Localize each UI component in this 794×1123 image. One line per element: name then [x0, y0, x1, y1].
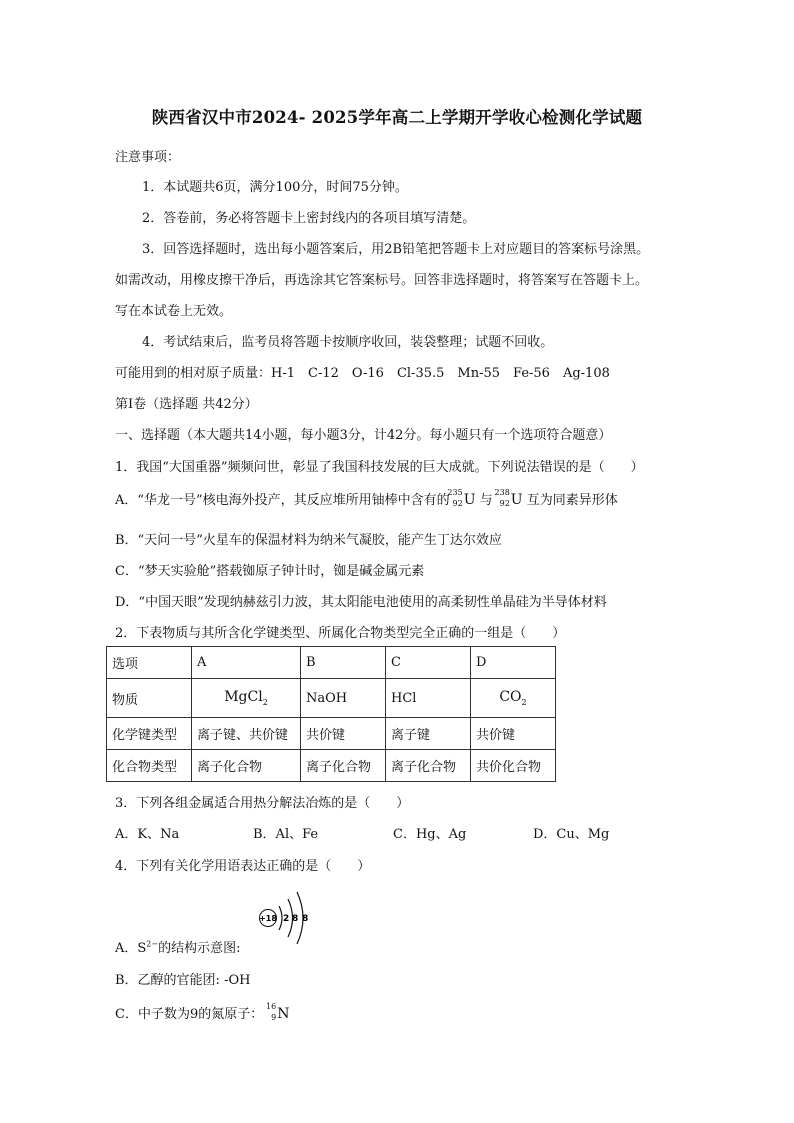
notice-item-3-cont2: 写在本试卷上无效。 — [115, 304, 233, 319]
notice-item-3-cont: 如需改动，用橡皮擦干净后，再选涂其它答案标号。回答非选择题时，将答案写在答题卡上。 — [115, 273, 649, 288]
formula-subscript: 2 — [262, 697, 268, 707]
table-cell: B — [301, 647, 386, 679]
q4-c-text: C．中子数为9的氮原子： — [115, 1007, 264, 1022]
table-cell: 离子化合物 — [386, 750, 471, 782]
nucleus-charge: +18 — [259, 914, 277, 923]
table-cell: HCl — [386, 679, 471, 718]
q4-a-text: A．S — [115, 941, 147, 956]
table-cell: 共价键 — [301, 718, 386, 750]
q1-option-a — [115, 489, 618, 508]
section-heading: 一、选择题（本大题共14小题，每小题3分，计42分。每小题只有一个选项符合题意） — [115, 428, 612, 443]
notice-heading: 注意事项： — [115, 150, 181, 165]
atom-structure-diagram — [258, 886, 318, 948]
q4-a-tail: 的结构示意图: — [158, 941, 241, 956]
table-cell: NaOH — [301, 679, 386, 718]
isotope-u238 — [494, 488, 510, 508]
q3-stem: 3．下列各组金属适合用热分解法冶炼的是（ ） — [115, 796, 410, 811]
q1-option-d: D．“中国天眼”发现纳赫兹引力波，其太阳能电池使用的高柔韧性单晶硅为半导体材料 — [115, 595, 607, 610]
table-cell: 化学键类型 — [107, 718, 192, 750]
q1-option-c: C．“梦天实验舱”搭载铷原子钟计时，铷是碱金属元素 — [115, 564, 425, 579]
q1-a-tail: 互为同素异形体 — [526, 493, 618, 508]
isotope-u235 — [447, 488, 463, 508]
q4-stem: 4．下列有关化学用语表达正确的是（ ） — [115, 859, 371, 874]
isotope-n16 — [264, 1002, 277, 1022]
table-row — [107, 679, 556, 718]
isotope-number: 9 — [271, 1013, 277, 1022]
table-cell: 共价化合物 — [471, 750, 556, 782]
table-cell: 选项 — [107, 647, 192, 679]
q1-a-connector: 与 — [479, 493, 493, 508]
table-cell: 离子键、共价键 — [192, 718, 301, 750]
q1-stem: 1．我国“大国重器”频频问世，彰显了我国科技发展的巨大成就。下列说法错误的是（ ） — [115, 460, 644, 475]
isotope-symbol: U — [463, 492, 476, 508]
notice-item-4: 4．考试结束后，监考员将答题卡按顺序收回，装袋整理；试题不回收。 — [142, 335, 554, 350]
q3-option-b: B．Al、Fe — [253, 827, 319, 842]
isotope-symbol: N — [277, 1006, 290, 1022]
isotope-mass: 16 — [266, 1002, 277, 1011]
isotope-mass: 235 — [447, 488, 463, 497]
shell-electron-count: 2 — [283, 914, 290, 924]
q2-stem: 2．下表物质与其所含化学键类型、所属化合物类型完全正确的一组是（ ） — [115, 626, 566, 641]
q4-option-c — [115, 1003, 289, 1022]
table-row — [107, 718, 556, 750]
q1-option-b: B．“天问一号”火星车的保温材料为纳米气凝胶，能产生丁达尔效应 — [115, 533, 502, 548]
atomic-masses: 可能用到的相对原子质量：H-1 C-12 O-16 Cl-35.5 Mn-55 Fe-56 Ag-108 — [115, 366, 610, 381]
q4-option-b: B．乙醇的官能团: -OH — [115, 973, 251, 988]
table-cell: D — [471, 647, 556, 679]
table-row — [107, 750, 556, 782]
page-title: 陕西省汉中市2024- 2025学年高二上学期开学收心检测化学试题 — [151, 108, 643, 127]
table-cell: 离子键 — [386, 718, 471, 750]
formula-text: MgCl — [224, 689, 263, 706]
isotope-number: 92 — [452, 499, 463, 508]
q4-option-a — [115, 937, 240, 956]
table-cell: A — [192, 647, 301, 679]
q1-a-text: A．“华龙一号”核电海外投产，其反应堆所用铀棒中含有的 — [115, 493, 450, 508]
table-cell: 物质 — [107, 679, 192, 718]
ion-charge: 2− — [146, 939, 159, 949]
table-row — [107, 647, 556, 679]
q3-option-d: D．Cu、Mg — [533, 827, 610, 842]
q2-table — [106, 646, 556, 782]
table-cell: 离子化合物 — [301, 750, 386, 782]
notice-item-1: 1．本试题共6页，满分100分，时间75分钟。 — [142, 180, 408, 195]
shell-electron-count: 8 — [292, 914, 299, 924]
q3-option-c: C．Hg、Ag — [393, 827, 467, 842]
electron-shell-1 — [279, 906, 282, 930]
shell-electron-count: 8 — [302, 914, 309, 924]
q3-option-a: A．K、Na — [115, 827, 180, 842]
table-cell — [471, 679, 556, 718]
isotope-mass: 238 — [494, 488, 510, 497]
formula-text: CO — [499, 689, 522, 706]
table-cell — [192, 679, 301, 718]
isotope-symbol: U — [510, 492, 523, 508]
isotope-number: 92 — [499, 499, 510, 508]
formula-subscript: 2 — [521, 697, 527, 707]
notice-item-3: 3．回答选择题时，选出每小题答案后，用2B铅笔把答题卡上对应题目的答案标号涂黑。 — [142, 242, 650, 257]
table-cell: 化合物类型 — [107, 750, 192, 782]
table-cell: 共价键 — [471, 718, 556, 750]
notice-item-2: 2．答卷前，务必将答题卡上密封线内的各项目填写清楚。 — [142, 211, 476, 226]
table-cell: 离子化合物 — [192, 750, 301, 782]
part-heading: 第Ⅰ卷（选择题 共42分） — [115, 397, 258, 412]
table-cell: C — [386, 647, 471, 679]
